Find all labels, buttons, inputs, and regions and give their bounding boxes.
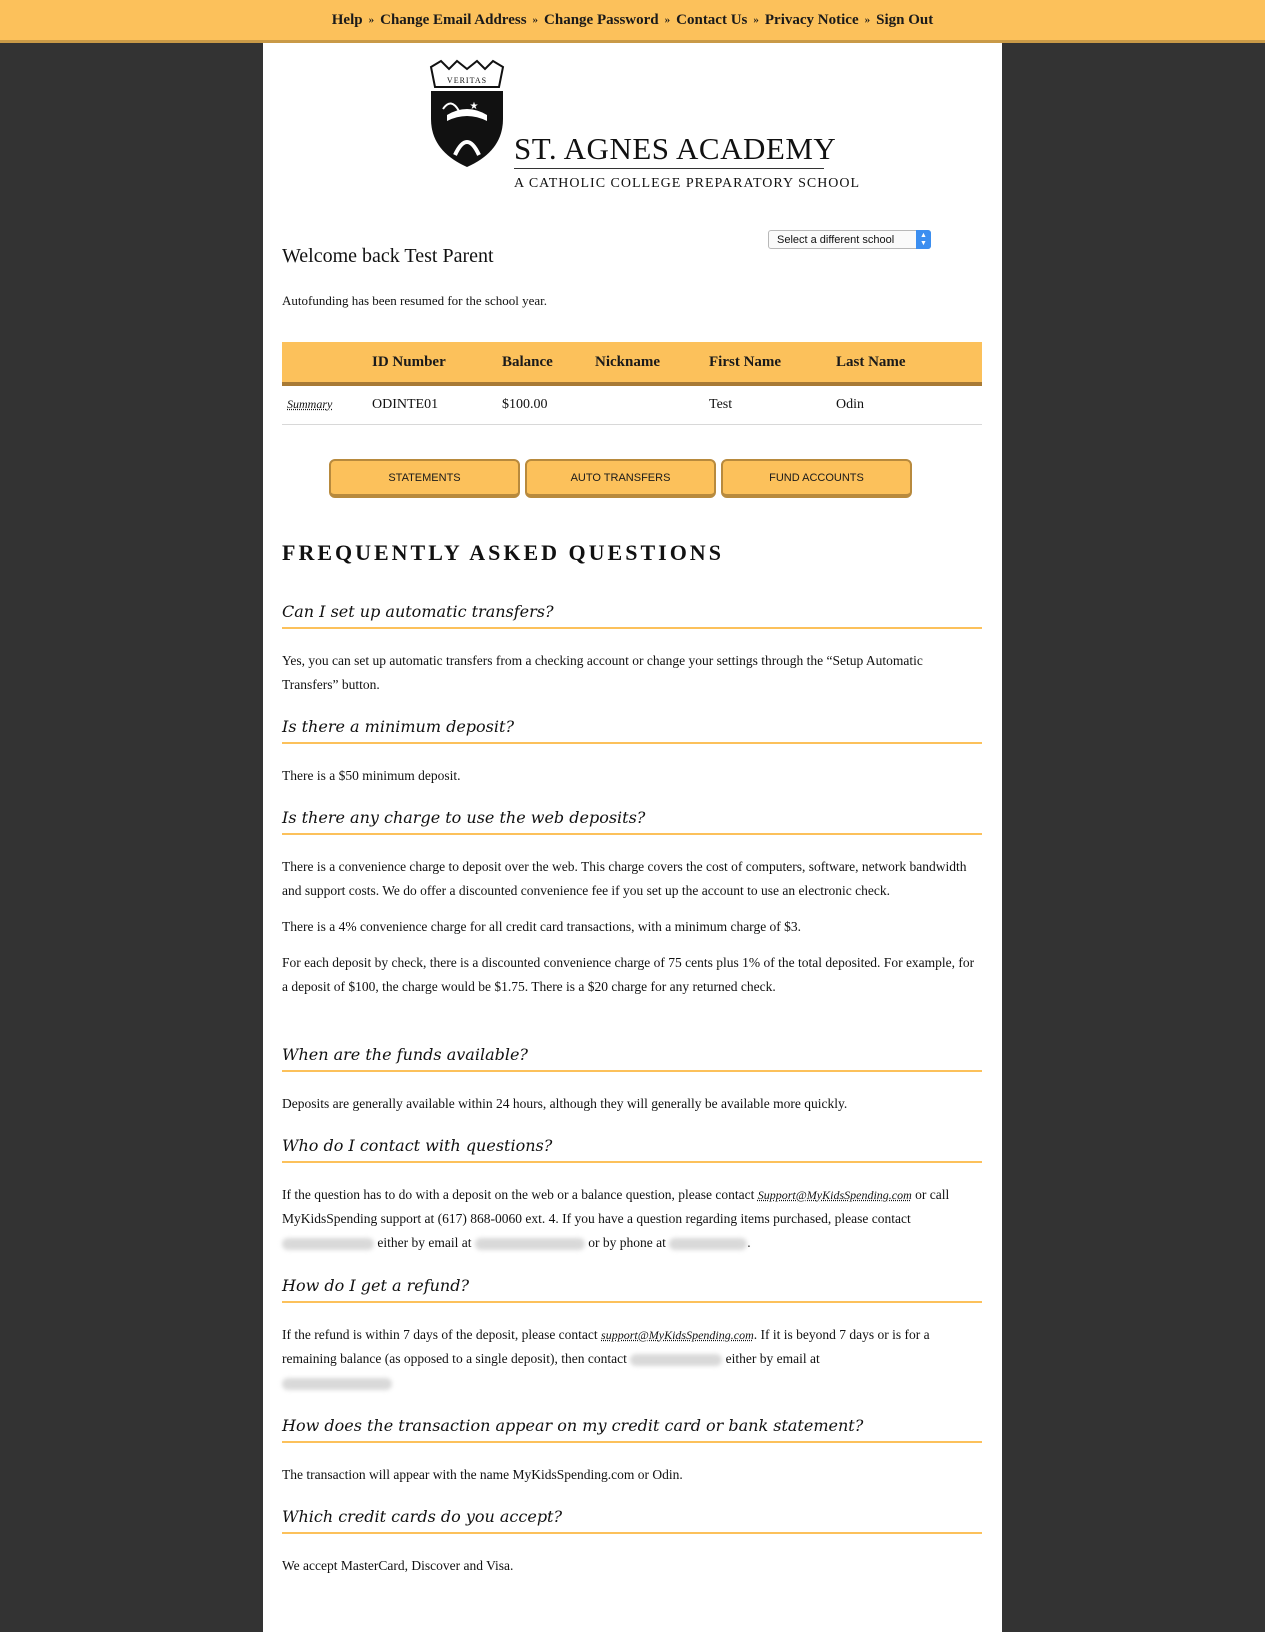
school-crest-icon	[427, 59, 507, 169]
faq-answer: Yes, you can set up automatic transfers from a checking account or change your settings through the “Setup Automatic Transfers” button.	[282, 653, 923, 692]
faq-answer: There is a convenience charge to deposit over the web. This charge covers the cost of computers, software, network bandwidth and support costs. We do offer a discounted convenience fee if you set up the account to use an electronic check. There is a 4% convenience charge for all credit card transactions, with a minimum charge of $3. For each deposit by check, there is a discounted convenience charge of 75 cents plus 1% of the total deposited. For example, for a deposit of $100, the charge would be $1.75. There is a $20 charge for any returned check.	[282, 859, 975, 994]
summary-link[interactable]: Summary	[287, 397, 333, 411]
cell-nickname	[595, 384, 709, 425]
cell-id: ODINTE01	[372, 384, 502, 425]
school-select[interactable]	[768, 230, 931, 249]
redacted-email	[282, 1378, 392, 1390]
nav-separator: »	[753, 14, 759, 26]
faq-question: Can I set up automatic transfers?	[282, 602, 982, 629]
auto-transfers-button[interactable]: AUTO TRANSFERS	[525, 459, 716, 498]
faq-item	[282, 1416, 982, 1499]
accounts-table	[282, 342, 982, 425]
nav-separator: »	[368, 14, 375, 26]
nav-separator: »	[532, 14, 539, 26]
faq-item	[282, 602, 982, 709]
nav-separator: »	[664, 14, 671, 26]
cell-first-name: Test	[709, 384, 836, 425]
logo-divider	[514, 168, 824, 169]
table-header-spacer	[282, 342, 372, 384]
table-header-last-name: Last Name	[836, 353, 906, 370]
faq-item	[282, 1045, 982, 1128]
support-email-link[interactable]: Support@MyKidsSpending.com	[757, 1188, 912, 1202]
school-select-value: Select a different school	[777, 233, 895, 246]
select-arrows-icon: ▲ ▼	[916, 230, 931, 249]
faq-question: Is there a minimum deposit?	[282, 717, 982, 744]
table-header-id: ID Number	[372, 353, 446, 370]
nav-sign-out-link[interactable]: Sign Out	[876, 11, 934, 28]
faq-question: How do I get a refund?	[282, 1276, 982, 1303]
redacted-name	[630, 1354, 722, 1366]
faq-question: When are the funds available?	[282, 1045, 982, 1072]
redacted-name	[282, 1238, 374, 1250]
faq-question: Which credit cards do you accept?	[282, 1507, 982, 1534]
school-name: ST. AGNES ACADEMY	[514, 131, 837, 166]
fund-accounts-button[interactable]: FUND ACCOUNTS	[721, 459, 912, 498]
faq-item	[282, 1276, 982, 1407]
faq-item	[282, 1507, 982, 1590]
svg-text:★: ★	[469, 101, 479, 112]
nav-privacy-notice-link[interactable]: Privacy Notice	[764, 11, 859, 28]
main-content	[263, 43, 1002, 1632]
faq-question: Who do I contact with questions?	[282, 1136, 982, 1163]
crest-text: VERITAS	[446, 76, 488, 85]
faq-question: How does the transaction appear on my credit card or bank statement?	[282, 1416, 982, 1443]
redacted-email	[475, 1238, 585, 1250]
nav-help-link[interactable]: Help	[331, 11, 363, 28]
faq-item	[282, 717, 982, 800]
table-header-first-name: First Name	[709, 353, 782, 370]
top-navigation	[0, 0, 1265, 43]
action-buttons	[329, 459, 912, 498]
school-tagline: A CATHOLIC COLLEGE PREPARATORY SCHOOL	[514, 176, 861, 191]
faq-answer: Deposits are generally available within 24 hours, although they will generally be available more quickly.	[282, 1096, 848, 1111]
nav-change-password-link[interactable]: Change Password	[544, 11, 659, 28]
refund-email-link[interactable]: support@MyKidsSpending.com	[601, 1328, 754, 1342]
faq-answer: The transaction will appear with the name MyKidsSpending.com or Odin.	[282, 1467, 683, 1482]
faq-item	[282, 808, 982, 1011]
cell-last-name: Odin	[836, 384, 982, 425]
cell-balance: $100.00	[502, 384, 595, 425]
faq-item	[282, 1136, 982, 1267]
faq-answer: If the refund is within 7 days of the deposit, please contact support@MyKidsSpending.com. If it is beyond 7 days or is for a remaining balance (as opposed to a single deposit), then contact either by email at	[282, 1323, 982, 1395]
nav-contact-us-link[interactable]: Contact Us	[676, 11, 748, 28]
redacted-phone	[669, 1238, 747, 1250]
statements-button[interactable]: STATEMENTS	[329, 459, 520, 498]
faq-answer: There is a $50 minimum deposit.	[282, 768, 461, 783]
autofunding-notice: Autofunding has been resumed for the school year.	[282, 293, 547, 308]
table-header-row	[282, 342, 982, 384]
nav-separator: »	[864, 14, 871, 26]
faq-title: FREQUENTLY ASKED QUESTIONS	[282, 540, 724, 565]
welcome-heading: Welcome back Test Parent	[282, 245, 494, 267]
table-row	[282, 384, 982, 425]
table-header-nickname: Nickname	[595, 353, 660, 370]
faq-question: Is there any charge to use the web deposits?	[282, 808, 982, 835]
faq-answer: We accept MasterCard, Discover and Visa.	[282, 1558, 514, 1573]
faq-answer: If the question has to do with a deposit on the web or a balance question, please contact Support@MyKidsSpending.com or call MyKidsSpending support at (617) 868-0060 ext. 4. If you have a question regarding items purchased, please contact either by email at or by phone at .	[282, 1187, 950, 1250]
table-header-balance: Balance	[502, 353, 553, 370]
nav-change-email-link[interactable]: Change Email Address	[380, 11, 527, 28]
